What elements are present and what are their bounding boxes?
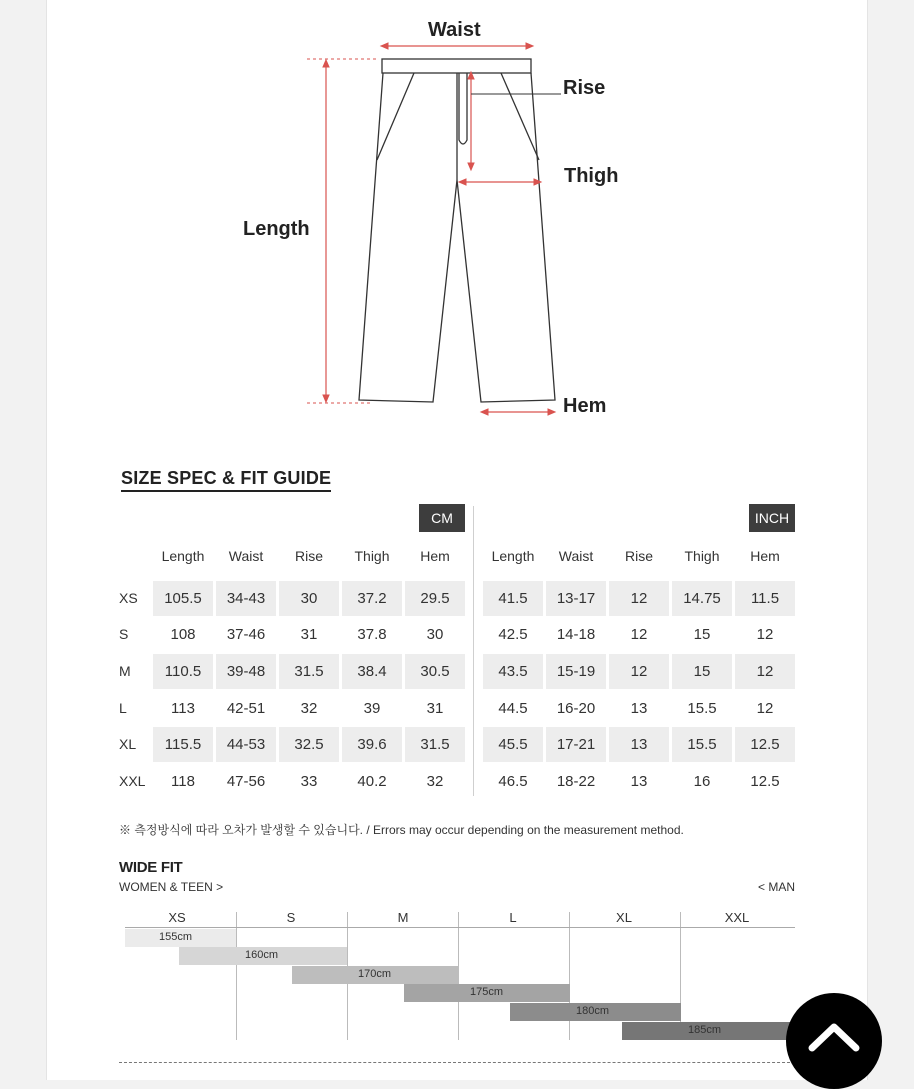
cm-value-cell: 39: [363, 700, 381, 717]
cm-value-cell: 38.4: [342, 654, 402, 689]
cm-value-cell: 34-43: [216, 581, 276, 616]
inch-value-cell: 18-22: [556, 773, 596, 790]
inch-value-cell: 13: [609, 727, 669, 762]
inch-value-cell: 15: [693, 626, 711, 643]
scroll-to-top-button[interactable]: [786, 993, 882, 1089]
pants-diagram: [47, 0, 867, 440]
inch-column-header: Hem: [750, 548, 780, 564]
fit-height-bar: [622, 1022, 795, 1040]
measurement-note: ※ 측정방식에 따라 오차가 발생할 수 있습니다. / Errors may occur depending on the measurement method.: [119, 823, 684, 837]
pants-outline: [359, 59, 555, 402]
fit-left-label: WOMEN & TEEN >: [119, 880, 224, 894]
fit-title: WIDE FIT: [119, 859, 183, 876]
inch-value-cell: 41.5: [483, 581, 543, 616]
fit-height-bar: [292, 966, 459, 984]
cm-value-cell: 31: [426, 700, 444, 717]
fit-size-label: L: [509, 910, 517, 925]
cm-value-cell: 47-56: [226, 773, 266, 790]
rise-arrow: [468, 72, 561, 170]
inch-value-cell: 12: [735, 654, 795, 689]
size-chart-page: [46, 0, 868, 1080]
fit-size-label: XS: [168, 910, 186, 925]
cm-value-cell: 31.5: [405, 727, 465, 762]
cm-value-cell: 37-46: [226, 626, 266, 643]
size-row-label: L: [119, 700, 127, 716]
fit-height-label: 180cm: [576, 1005, 610, 1017]
inch-value-cell: 15-19: [546, 654, 606, 689]
cm-value-cell: 44-53: [216, 727, 276, 762]
inch-value-cell: 12: [756, 700, 774, 717]
inch-value-cell: 13-17: [546, 581, 606, 616]
inch-value-cell: 16-20: [556, 700, 596, 717]
fit-height-label: 185cm: [688, 1024, 722, 1036]
inch-value-cell: 12: [630, 626, 648, 643]
size-row-label: S: [119, 626, 129, 642]
fit-height-bar: [179, 947, 347, 965]
length-label: Length: [243, 218, 310, 240]
inch-value-cell: 13: [630, 773, 648, 790]
fit-size-label: S: [286, 910, 296, 925]
fit-size-label: XXL: [724, 910, 750, 925]
cm-value-cell: 31.5: [279, 654, 339, 689]
inch-column-header: Thigh: [684, 548, 720, 564]
cm-column-header: Waist: [228, 548, 264, 564]
inch-column-header: Waist: [558, 548, 594, 564]
cm-value-cell: 32: [300, 700, 318, 717]
fit-height-label: 155cm: [159, 931, 193, 943]
fit-height-label: 175cm: [470, 986, 504, 998]
cm-value-cell: 32: [426, 773, 444, 790]
cm-value-cell: 115.5: [153, 727, 213, 762]
fit-baseline: [125, 927, 795, 928]
inch-value-cell: 15.5: [687, 700, 717, 717]
cm-value-cell: 30.5: [405, 654, 465, 689]
inch-value-cell: 45.5: [483, 727, 543, 762]
fit-height-bar: [404, 984, 570, 1002]
cm-value-cell: 108: [170, 626, 196, 643]
fit-right-label: < MAN: [757, 880, 795, 894]
cm-value-cell: 30: [426, 626, 444, 643]
size-guide-title: SIZE SPEC & FIT GUIDE: [121, 468, 331, 492]
length-arrow: [307, 59, 379, 403]
inch-value-cell: 44.5: [498, 700, 528, 717]
fit-height-label: 170cm: [358, 968, 392, 980]
cm-value-cell: 31: [300, 626, 318, 643]
inch-unit-badge: INCH: [749, 504, 795, 532]
inch-value-cell: 15.5: [672, 727, 732, 762]
cm-unit-badge: CM: [419, 504, 465, 532]
dashed-separator: [119, 1062, 795, 1063]
table-divider: [473, 506, 474, 796]
cm-value-cell: 30: [279, 581, 339, 616]
thigh-arrow: [459, 179, 541, 185]
fit-column-divider: [236, 912, 237, 1040]
inch-value-cell: 12: [609, 654, 669, 689]
cm-value-cell: 113: [171, 700, 195, 717]
inch-value-cell: 43.5: [483, 654, 543, 689]
inch-value-cell: 12.5: [750, 773, 780, 790]
fit-height-bar: [125, 929, 236, 947]
cm-value-cell: 105.5: [153, 581, 213, 616]
cm-column-header: Rise: [294, 548, 323, 564]
inch-value-cell: 13: [630, 700, 648, 717]
fit-height-label: 160cm: [245, 949, 279, 961]
size-row-label: XXL: [119, 773, 146, 789]
cm-column-header: Hem: [420, 548, 450, 564]
cm-value-cell: 110.5: [153, 654, 213, 689]
hem-label: Hem: [563, 395, 607, 417]
inch-value-cell: 15: [672, 654, 732, 689]
cm-value-cell: 40.2: [357, 773, 387, 790]
cm-value-cell: 29.5: [405, 581, 465, 616]
hem-arrow: [481, 409, 555, 415]
inch-value-cell: 16: [693, 773, 711, 790]
cm-value-cell: 39.6: [342, 727, 402, 762]
fit-height-bar: [510, 1003, 681, 1021]
chevron-up-icon: [786, 993, 882, 1089]
cm-value-cell: 37.8: [357, 626, 387, 643]
rise-label: Rise: [563, 77, 606, 99]
cm-value-cell: 33: [300, 773, 318, 790]
inch-value-cell: 14-18: [556, 626, 596, 643]
inch-value-cell: 17-21: [546, 727, 606, 762]
cm-column-header: Length: [161, 548, 205, 564]
inch-column-header: Rise: [624, 548, 653, 564]
fit-size-label: XL: [616, 910, 632, 925]
cm-value-cell: 37.2: [342, 581, 402, 616]
inch-column-header: Length: [491, 548, 535, 564]
size-row-label: M: [119, 663, 131, 679]
inch-value-cell: 11.5: [735, 581, 795, 616]
cm-column-header: Thigh: [354, 548, 390, 564]
cm-value-cell: 32.5: [279, 727, 339, 762]
cm-value-cell: 118: [171, 773, 195, 790]
inch-value-cell: 14.75: [672, 581, 732, 616]
size-row-label: XS: [119, 590, 138, 606]
cm-value-cell: 39-48: [216, 654, 276, 689]
cm-value-cell: 42-51: [226, 700, 266, 717]
inch-value-cell: 42.5: [498, 626, 528, 643]
waist-label: Waist: [428, 19, 481, 41]
inch-value-cell: 12: [609, 581, 669, 616]
size-row-label: XL: [119, 736, 137, 752]
waist-arrow: [381, 43, 533, 49]
thigh-label: Thigh: [564, 165, 619, 187]
fit-size-label: M: [397, 910, 409, 925]
inch-value-cell: 12: [756, 626, 774, 643]
inch-value-cell: 12.5: [735, 727, 795, 762]
inch-value-cell: 46.5: [498, 773, 528, 790]
